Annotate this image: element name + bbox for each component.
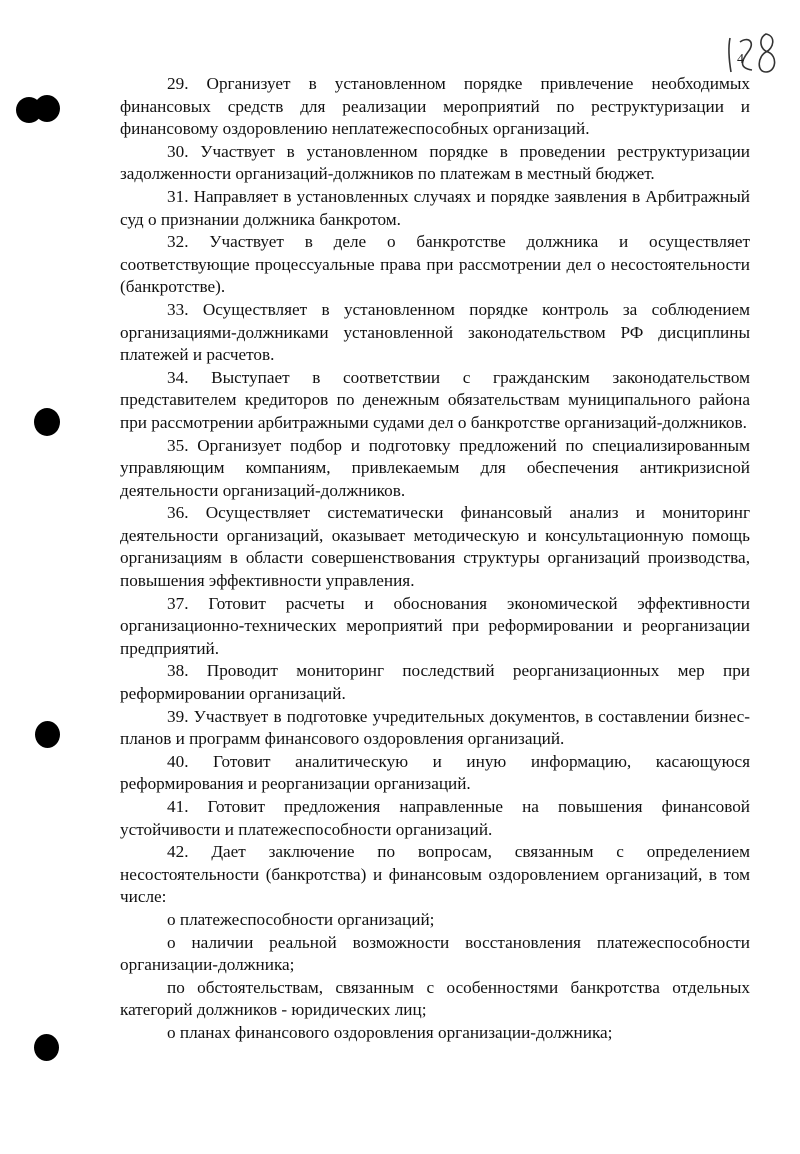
punch-hole [34, 1034, 59, 1061]
punch-hole [34, 408, 60, 436]
list-item: по обстоятельствам, связанным с особенностями банкротства отдельных категорий должников - юридических лиц; [120, 977, 750, 1020]
punch-hole [34, 95, 60, 122]
paragraph-31: 31. Направляет в установленных случаях и порядке заявления в Арбитражный суд о признании должника банкротом. [120, 186, 750, 229]
punch-hole [35, 721, 60, 748]
handwritten-mark-icon [722, 28, 782, 78]
paragraph-30: 30. Участвует в установленном порядке в проведении реструктуризации задолженности организаций-должников по платежам в местный бюджет. [120, 141, 750, 184]
paragraph-41: 41. Готовит предложения направленные на повышения финансовой устойчивости и платежеспособности организаций. [120, 797, 750, 839]
document-body [120, 73, 750, 1045]
list-item: о платежеспособности организаций; [167, 909, 435, 929]
list-item: о наличии реальной возможности восстановления платежеспособности организации-должника; [120, 932, 750, 975]
paragraph-35: 35. Организует подбор и подготовку предложений по специализированным управляющим компаниям, привлекаемым для обеспечения антикризисной деятельности организаций-должников. [120, 435, 750, 500]
page-number: 4 [737, 52, 744, 67]
list-item: о планах финансового оздоровления организации-должника; [167, 1022, 613, 1042]
paragraph-37: 37. Готовит расчеты и обоснования экономической эффективности организационно-технических мероприятий при реформировании и реорганизации предприятий. [120, 593, 750, 658]
paragraph-39: 39. Участвует в подготовке учредительных документов, в составлении бизнес-планов и программ финансового оздоровления организаций. [120, 706, 750, 749]
paragraph-34: 34. Выступает в соответствии с гражданским законодательством представителем кредиторов по денежным обязательствам муниципального района при рассмотрении арбитражными судами дел о банкротстве организаций-должников. [120, 367, 750, 432]
paragraph-29: 29. Организует в установленном порядке привлечение необходимых финансовых средств для реализации мероприятий по реструктуризации и финансовому оздоровлению неплатежеспособных организаций. [120, 74, 750, 139]
paragraph-33: 33. Осуществляет в установленном порядке контроль за соблюдением организациями-должниками установленной законодательством РФ дисциплины платежей и расчетов. [120, 299, 750, 365]
paragraph-42: 42. Дает заключение по вопросам, связанным с определением несостоятельности (банкротства) и финансовым оздоровлением организаций, в том числе: [120, 842, 750, 907]
paragraph-38: 38. Проводит мониторинг последствий реорганизационных мер при реформировании организаций. [120, 661, 750, 704]
paragraph-32: 32. Участвует в деле о банкротстве должника и осуществляет соответствующие процессуальные права при рассмотрении дел о несостоятельности (банкротстве). [120, 232, 750, 297]
paragraph-40: 40. Готовит аналитическую и иную информацию, касающуюся реформирования и реорганизации организаций. [120, 751, 750, 794]
paragraph-36: 36. Осуществляет систематически финансовый анализ и мониторинг деятельности организаций, оказывает методическую и консультационную помощь организациям в области совершенствования структуры организаций производства, повышения эффективности управления. [120, 503, 750, 591]
